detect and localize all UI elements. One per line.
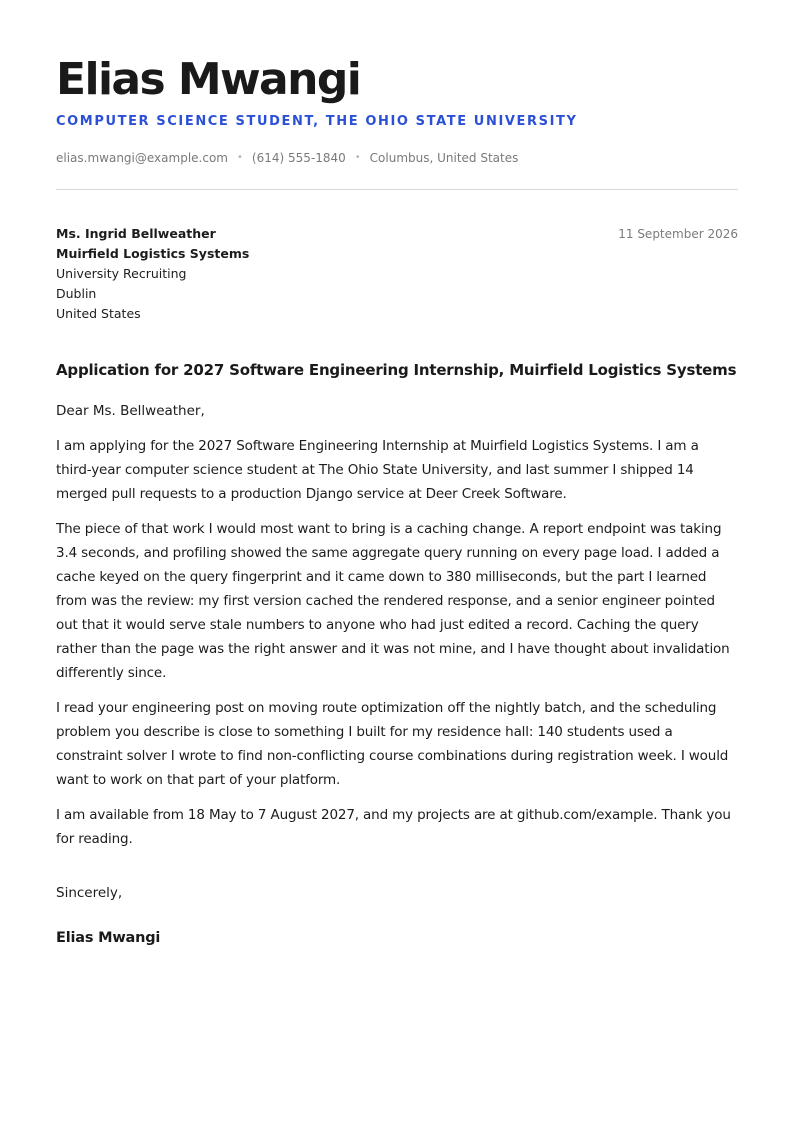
recipient-name: Ms. Ingrid Bellweather [56, 226, 216, 241]
header-divider [56, 189, 738, 190]
letter-date: 11 September 2026 [618, 227, 738, 241]
body-paragraph: I read your engineering post on moving route optimization off the nightly batch, and the scheduling problem you describe is close to something I built for my residence hall: 140 students used a constraint solver I wrote to find non-conflicting course combinations during registration week. I would want to work on that part of your platform. [56, 700, 729, 788]
body-paragraph: I am applying for the 2027 Software Engineering Internship at Muirfield Logistics Systems. I am a third-year computer science student at The Ohio State University, and last summer I shipped 14 merged pull requests to a production Django service at Deer Creek Software. [56, 438, 699, 502]
recipient-company: Muirfield Logistics Systems [56, 246, 250, 261]
applicant-name: Elias Mwangi [56, 54, 361, 105]
body-paragraph: I am available from 18 May to 7 August 2027, and my projects are at github.com/example. Thank you for reading. [56, 807, 731, 847]
letter-subject: Application for 2027 Software Engineering Internship, Muirfield Logistics Systems [56, 361, 737, 379]
recipient-address [56, 224, 249, 324]
recipient-department: University Recruiting [56, 266, 187, 281]
contact-line [56, 150, 738, 166]
letter-greeting: Dear Ms. Bellweather, [56, 403, 205, 419]
recipient-block [56, 224, 738, 324]
contact-email: elias.mwangi@example.com [56, 151, 228, 165]
contact-location: Columbus, United States [369, 151, 519, 165]
contact-separator: • [354, 152, 361, 163]
contact-phone: (614) 555-1840 [251, 151, 346, 165]
letter-closing: Sincerely, [56, 885, 123, 901]
body-paragraph: The piece of that work I would most want to bring is a caching change. A report endpoint was taking 3.4 seconds, and profiling showed the same aggregate query running on every page load. I added a cache keyed on the query fingerprint and it came down to 380 milliseconds, but the part I learned from was the review: my first version cached the rendered response, and a senior engineer pointed out that it would serve stale numbers to anyone who had just edited a record. Caching the query rather than the page was the right answer and it was not mine, and I have thought about invalidation differently since. [56, 521, 730, 681]
recipient-city: Dublin [56, 286, 97, 301]
applicant-role: COMPUTER SCIENCE STUDENT, THE OHIO STATE UNIVERSITY [56, 114, 578, 129]
recipient-country: United States [56, 306, 141, 321]
letter-signature: Elias Mwangi [56, 930, 161, 946]
contact-separator: • [236, 152, 243, 163]
